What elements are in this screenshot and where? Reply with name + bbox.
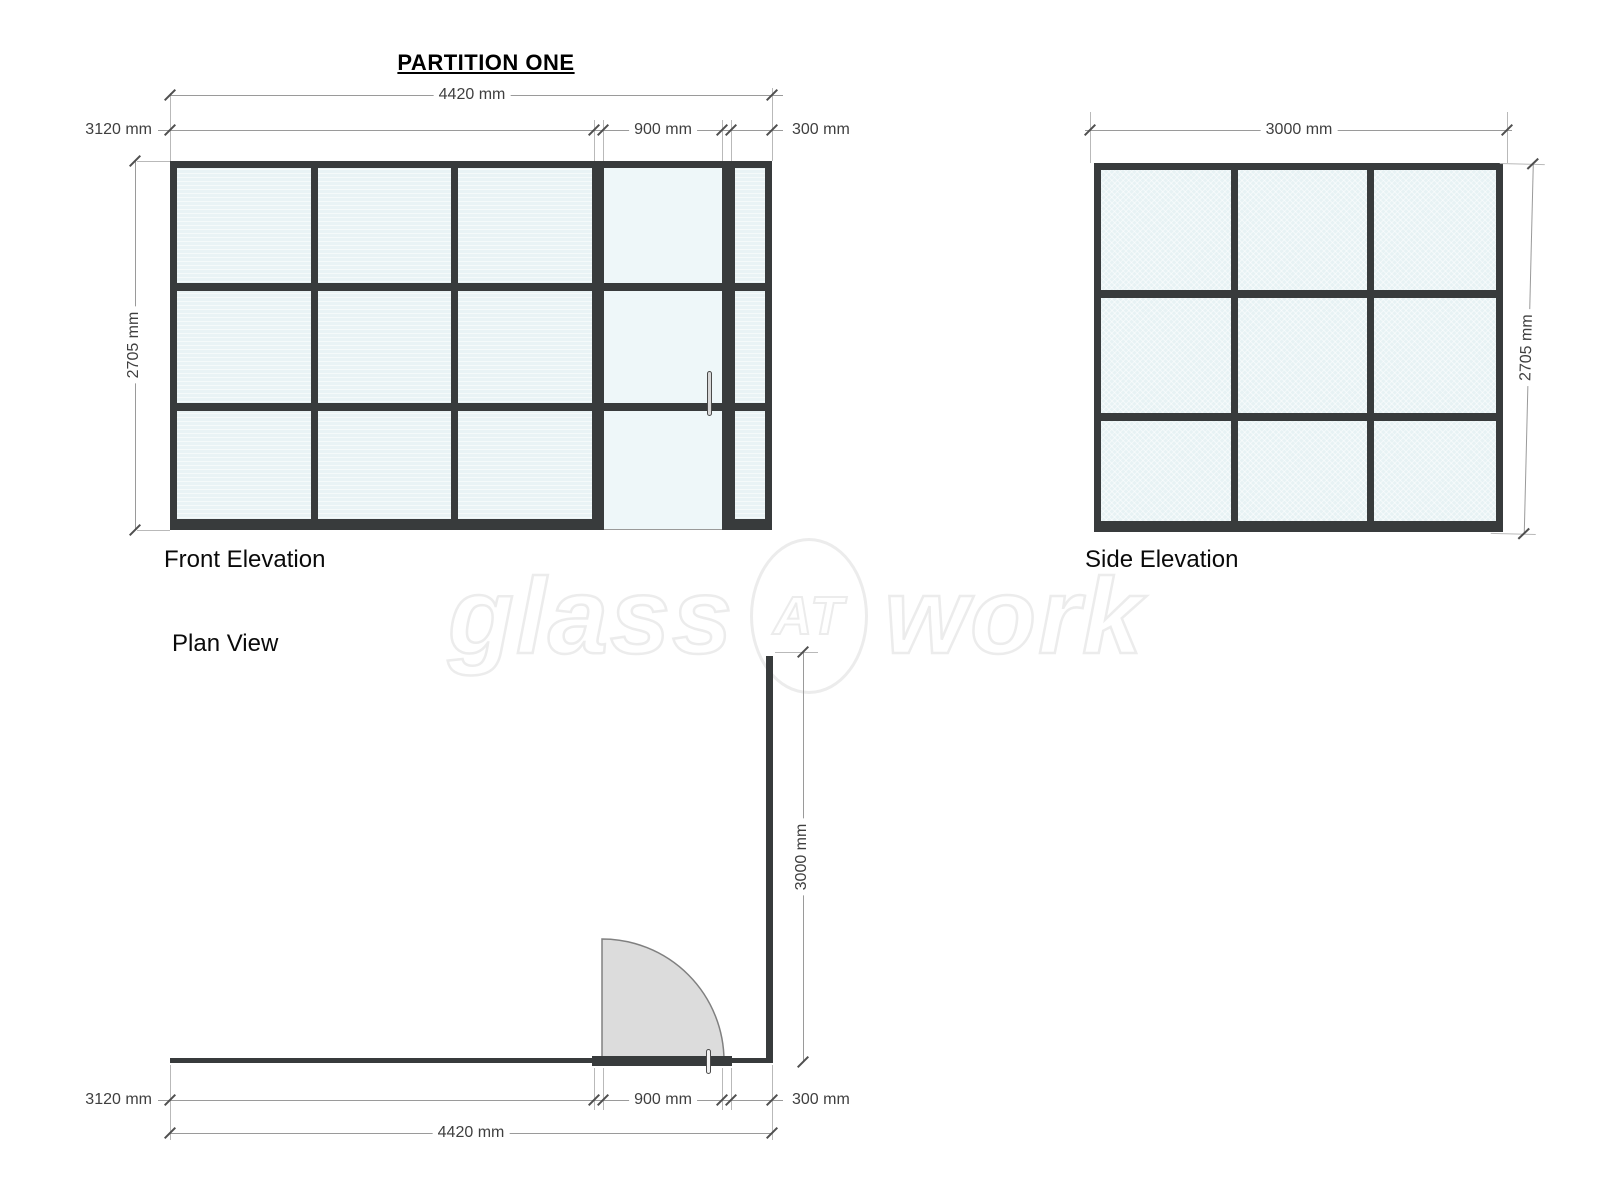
front-bottom-rail-left bbox=[177, 519, 604, 530]
dim-plan-depth: 3000 mm bbox=[793, 819, 811, 896]
plan-view-label: Plan View bbox=[172, 630, 279, 657]
dim-front-total-width: 4420 mm bbox=[434, 86, 511, 104]
side-mullion-vertical-2 bbox=[1367, 170, 1374, 521]
front-mullion-horizontal-2 bbox=[177, 403, 765, 411]
dim-plan-right-section: 300 mm bbox=[787, 1091, 855, 1109]
front-mullion-vertical-2 bbox=[451, 168, 458, 530]
front-elevation-label: Front Elevation bbox=[164, 546, 326, 573]
dim-front-right-section: 300 mm bbox=[787, 121, 855, 139]
dim-plan-left-section: 3120 mm bbox=[80, 1091, 157, 1109]
front-mullion-horizontal-1 bbox=[177, 283, 765, 291]
side-height-dimension-group bbox=[1490, 155, 1560, 551]
extension-line bbox=[775, 652, 818, 653]
dim-side-height: 2705 mm bbox=[1517, 309, 1537, 386]
dim-front-left-section: 3120 mm bbox=[80, 121, 157, 139]
front-door-glass bbox=[604, 168, 722, 530]
front-door-jamb-right bbox=[722, 168, 735, 530]
plan-door-handle bbox=[706, 1049, 711, 1074]
front-door-jamb-left bbox=[592, 168, 604, 530]
extension-line bbox=[722, 1068, 723, 1110]
side-mullion-vertical-1 bbox=[1231, 170, 1238, 521]
front-elevation-frame bbox=[170, 161, 772, 530]
dim-front-door: 900 mm bbox=[629, 121, 697, 139]
plan-side-wall bbox=[766, 656, 773, 1063]
dim-plan-total-width: 4420 mm bbox=[433, 1124, 510, 1142]
extension-line bbox=[1491, 533, 1536, 535]
dim-side-width: 3000 mm bbox=[1261, 121, 1338, 139]
extension-line bbox=[1500, 163, 1545, 165]
extension-line bbox=[772, 88, 773, 161]
extension-line bbox=[594, 1068, 595, 1110]
dim-plan-door: 900 mm bbox=[629, 1091, 697, 1109]
watermark-word-glass: glass bbox=[448, 555, 735, 676]
side-mullion-horizontal-2 bbox=[1101, 413, 1496, 421]
watermark-word-work: work bbox=[884, 555, 1145, 676]
side-elevation-frame bbox=[1094, 163, 1503, 532]
extension-line bbox=[603, 1068, 604, 1110]
watermark-badge-text: AT bbox=[773, 586, 846, 646]
extension-line bbox=[1090, 112, 1091, 163]
side-elevation-label: Side Elevation bbox=[1085, 546, 1239, 573]
dim-front-height: 2705 mm bbox=[125, 307, 143, 384]
front-mullion-vertical-1 bbox=[311, 168, 318, 530]
door-swing-arc bbox=[596, 935, 728, 1065]
front-bottom-rail-right bbox=[722, 519, 765, 530]
drawing-title: PARTITION ONE bbox=[397, 50, 575, 75]
extension-line bbox=[137, 530, 170, 531]
plan-door-leaf bbox=[592, 1056, 732, 1066]
extension-line bbox=[731, 1068, 732, 1110]
side-mullion-horizontal-1 bbox=[1101, 290, 1496, 298]
front-door-threshold bbox=[604, 529, 722, 530]
front-door-handle bbox=[707, 371, 712, 416]
extension-line bbox=[137, 161, 170, 162]
